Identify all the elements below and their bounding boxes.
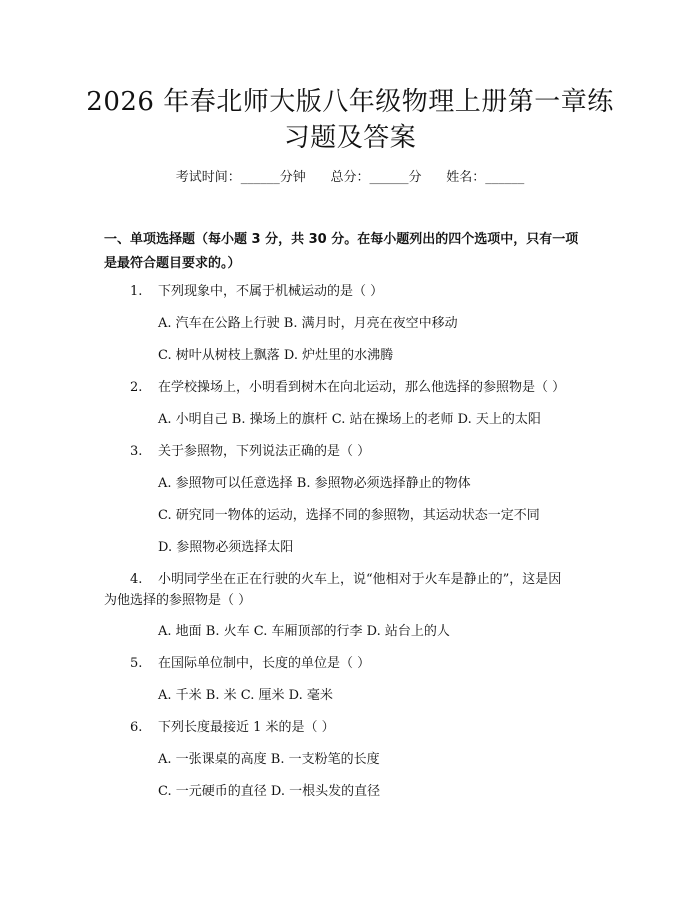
question-3 (130, 442, 370, 462)
question-6-options-row1: A. 一张课桌的高度 B. 一支粉笔的长度 (158, 752, 380, 767)
page-title-line1: 2026 年春北师大版八年级物理上册第一章练 (86, 87, 614, 117)
question-stem: 关于参照物，下列说法正确的是（ ） (158, 444, 371, 459)
section-heading (104, 228, 604, 276)
question-stem: 小明同学坐在正在行驶的火车上，说“他相对于火车是静止的”，这是因 (158, 572, 562, 587)
question-number: 3. (130, 444, 143, 459)
question-3-options-row2: C. 研究同一物体的运动，选择不同的参照物，其运动状态一定不同 (158, 508, 540, 523)
question-stem: 在国际单位制中，长度的单位是（ ） (158, 656, 371, 671)
question-4-stem-continued: 为他选择的参照物是（ ） (104, 593, 252, 608)
question-3-options-row3: D. 参照物必须选择太阳 (158, 540, 294, 555)
section-heading-line2: 是最符合题目要求的。） (104, 256, 241, 271)
question-number: 1. (130, 284, 143, 299)
question-stem: 下列现象中，不属于机械运动的是（ ） (158, 284, 384, 299)
question-4 (130, 570, 561, 590)
section-heading-line1: 一、单项选择题（每小题 3 分，共 30 分。在每小题列出的四个选项中，只有一项 (104, 232, 579, 247)
exam-meta-info: 考试时间：______分钟 总分：______分 姓名：______ (175, 170, 525, 185)
question-2-options-row1: A. 小明自己 B. 操场上的旗杆 C. 站在操场上的老师 D. 天上的太阳 (158, 412, 541, 427)
question-stem: 下列长度最接近 1 米的是（ ） (158, 720, 335, 735)
question-6-options-row2: C. 一元硬币的直径 D. 一根头发的直径 (158, 784, 381, 799)
question-1-options-row1: A. 汽车在公路上行驶 B. 满月时，月亮在夜空中移动 (158, 316, 458, 331)
question-1-options-row2: C. 树叶从树枝上飘落 D. 炉灶里的水沸腾 (158, 348, 394, 363)
question-number: 5. (130, 656, 143, 671)
question-1 (130, 282, 383, 302)
question-4-options-row1: A. 地面 B. 火车 C. 车厢顶部的行李 D. 站台上的人 (158, 624, 450, 639)
question-number: 4. (130, 572, 143, 587)
question-number: 6. (130, 720, 143, 735)
question-5 (130, 654, 370, 674)
page-title-line2: 习题及答案 (283, 123, 417, 153)
question-2 (130, 378, 565, 398)
question-3-options-row1: A. 参照物可以任意选择 B. 参照物必须选择静止的物体 (158, 476, 471, 491)
question-stem: 在学校操场上，小明看到树木在向北运动，那么他选择的参照物是（ ） (158, 380, 566, 395)
question-5-options-row1: A. 千米 B. 米 C. 厘米 D. 毫米 (158, 688, 333, 703)
question-6 (130, 718, 335, 738)
question-number: 2. (130, 380, 143, 395)
